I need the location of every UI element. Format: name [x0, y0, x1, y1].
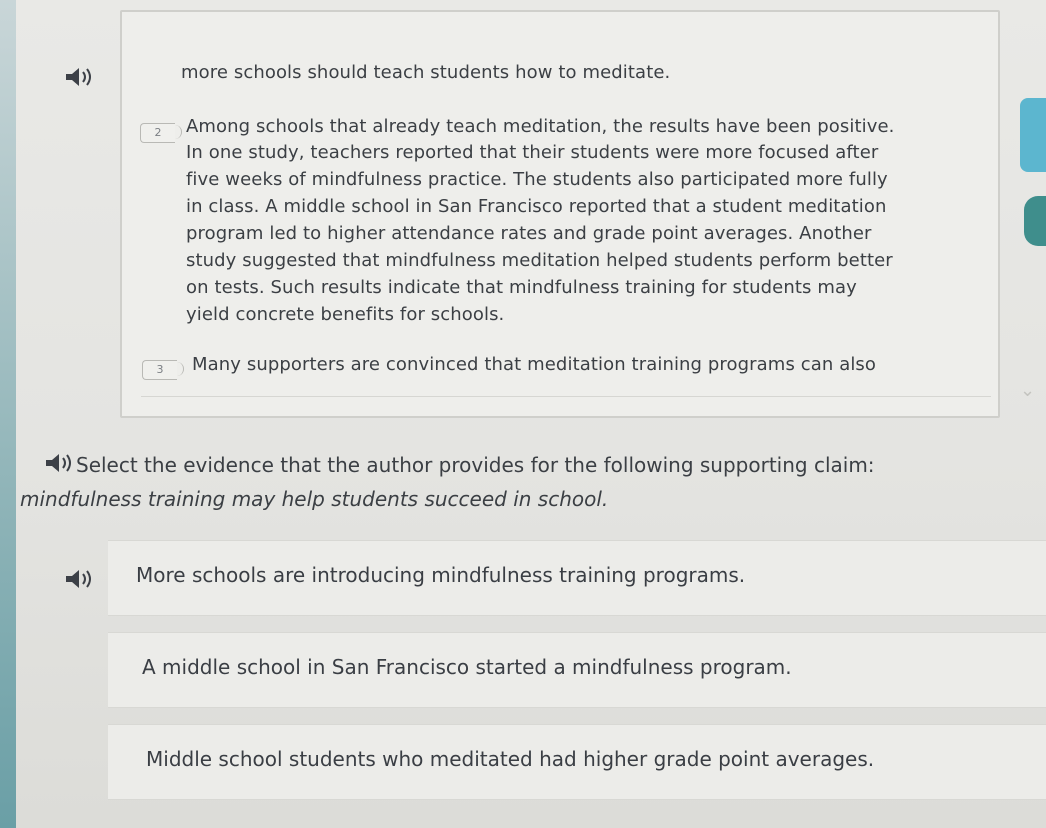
answer-option-label: Middle school students who meditated had higher grade point averages.	[146, 747, 875, 771]
chevron-icon: ⌄	[1020, 380, 1036, 401]
paragraph-number: 2	[140, 123, 175, 143]
side-panel-tab[interactable]	[1020, 98, 1046, 172]
question-prompt	[20, 448, 1036, 516]
paragraph-2-line-4: in class. A middle school in San Francisco reported that a student meditation	[186, 196, 887, 217]
answer-option-label: More schools are introducing mindfulness training programs.	[136, 563, 746, 587]
speaker-icon[interactable]	[64, 568, 94, 590]
left-edge-strip	[0, 0, 16, 828]
answer-option-label: A middle school in San Francisco started a mindfulness program.	[142, 655, 792, 679]
passage-line: more schools should teach students how to meditate.	[181, 62, 671, 83]
paragraph-3-line-1: Many supporters are convinced that meditation training programs can also	[192, 354, 877, 375]
paragraph-2-line-1: Among schools that already teach meditation, the results have been positive.	[186, 116, 895, 137]
paragraph-2-line-3: five weeks of mindfulness practice. The students also participated more fully	[186, 169, 888, 190]
side-panel-tab-secondary[interactable]	[1024, 196, 1046, 246]
answer-option-1[interactable]	[108, 540, 1046, 616]
paragraph-2-line-6: study suggested that mindfulness meditation helped students perform better	[186, 250, 893, 271]
answer-option-2[interactable]	[108, 632, 1046, 708]
paragraph-2-line-2: In one study, teachers reported that their students were more focused after	[186, 142, 879, 163]
paragraph-2-line-5: program led to higher attendance rates and grade point averages. Another	[186, 223, 872, 244]
question-text: Select the evidence that the author provides for the following supporting claim:	[76, 453, 875, 477]
answer-option-3[interactable]	[108, 724, 1046, 800]
question-claim: mindfulness training may help students succeed in school.	[20, 487, 609, 511]
paragraph-2-line-7: on tests. Such results indicate that mindfulness training for students may	[186, 277, 857, 298]
speaker-icon[interactable]	[64, 66, 94, 88]
paragraph-number: 3	[142, 360, 177, 380]
paragraph-2-line-8: yield concrete benefits for schools.	[186, 304, 505, 325]
passage-divider	[141, 396, 991, 419]
